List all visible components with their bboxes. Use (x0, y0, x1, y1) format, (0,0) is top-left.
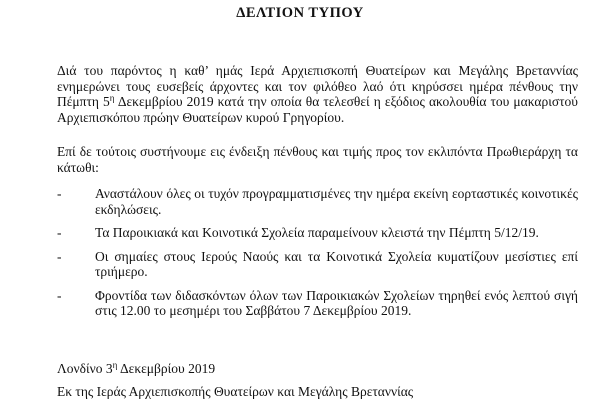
signature-line: Εκ της Ιεράς Αρχιεπισκοπής Θυατείρων και Μεγάλης Βρεταννίας (57, 384, 414, 399)
bullet-dash: - (57, 287, 62, 303)
list-item-text: Τα Παροικιακά και Κοινοτικά Σχολεία παραμείνουν κλειστά την Πέμπτη 5/12/19. (95, 225, 539, 240)
intro-text-end: Δεκεμβρίου 2019 κατά την οποία θα τελεσθεί η εξόδιος ακολουθία του μακαριστού Αρχιεπισκόπου πρώην Θυατείρων κυρού Γρηγορίου. (57, 94, 578, 125)
document-title: ΔΕΛΤΙΟΝ ΤΥΠΟΥ (236, 5, 364, 21)
date-text-end: Δεκεμβρίου 2019 (117, 361, 216, 376)
bullet-dash: - (57, 248, 62, 264)
list-item (57, 225, 578, 241)
lead-paragraph: Επί δε τούτοις συστήνουμε εις ένδειξη πένθους και τιμής προς τον εκλιπόντα Πρωθιεράρχη τα κάτωθι: (57, 144, 578, 175)
list-item (57, 249, 578, 280)
intro-ordinal-suffix: η (109, 93, 115, 103)
list-item-text: Αναστάλουν όλες οι τυχόν προγραμματισμένες την ημέρα εκείνη εορταστικές κοινοτικές εκδηλώσεις. (95, 186, 578, 217)
bullet-dash: - (57, 186, 62, 201)
date-line (57, 361, 578, 377)
list-item (57, 186, 578, 217)
bullet-dash: - (57, 225, 62, 240)
date-text-start: Λονδίνο 3 (57, 361, 113, 376)
intro-text-start: Διά του παρόντος η καθ’ ημάς Ιερά Αρχιεπισκοπή Θυατείρων και Μεγάλης Βρεταννίας ενημερώνει τους ευσεβείς άρχοντες και τον φιλόθεο λαό ότι κηρύσσει ημέρα πένθους την Πέμπτη 5 (57, 63, 578, 109)
list-item-text: Φροντίδα των διδασκόντων όλων των Παροικιακών Σχολείων τηρηθεί ενός λεπτού σιγή στις 12.00 το μεσημέρι του Σαββάτου 7 Δεκεμβρίου 2019. (95, 287, 578, 318)
list-item (57, 288, 578, 319)
date-ordinal-suffix: η (112, 360, 118, 370)
intro-paragraph (57, 63, 578, 125)
list-item-text: Οι σημαίες στους Ιερούς Ναούς και τα Κοινοτικά Σχολεία κυματίζουν μεσίστιες επί τριήμερο. (95, 248, 578, 279)
measures-list (57, 186, 578, 327)
